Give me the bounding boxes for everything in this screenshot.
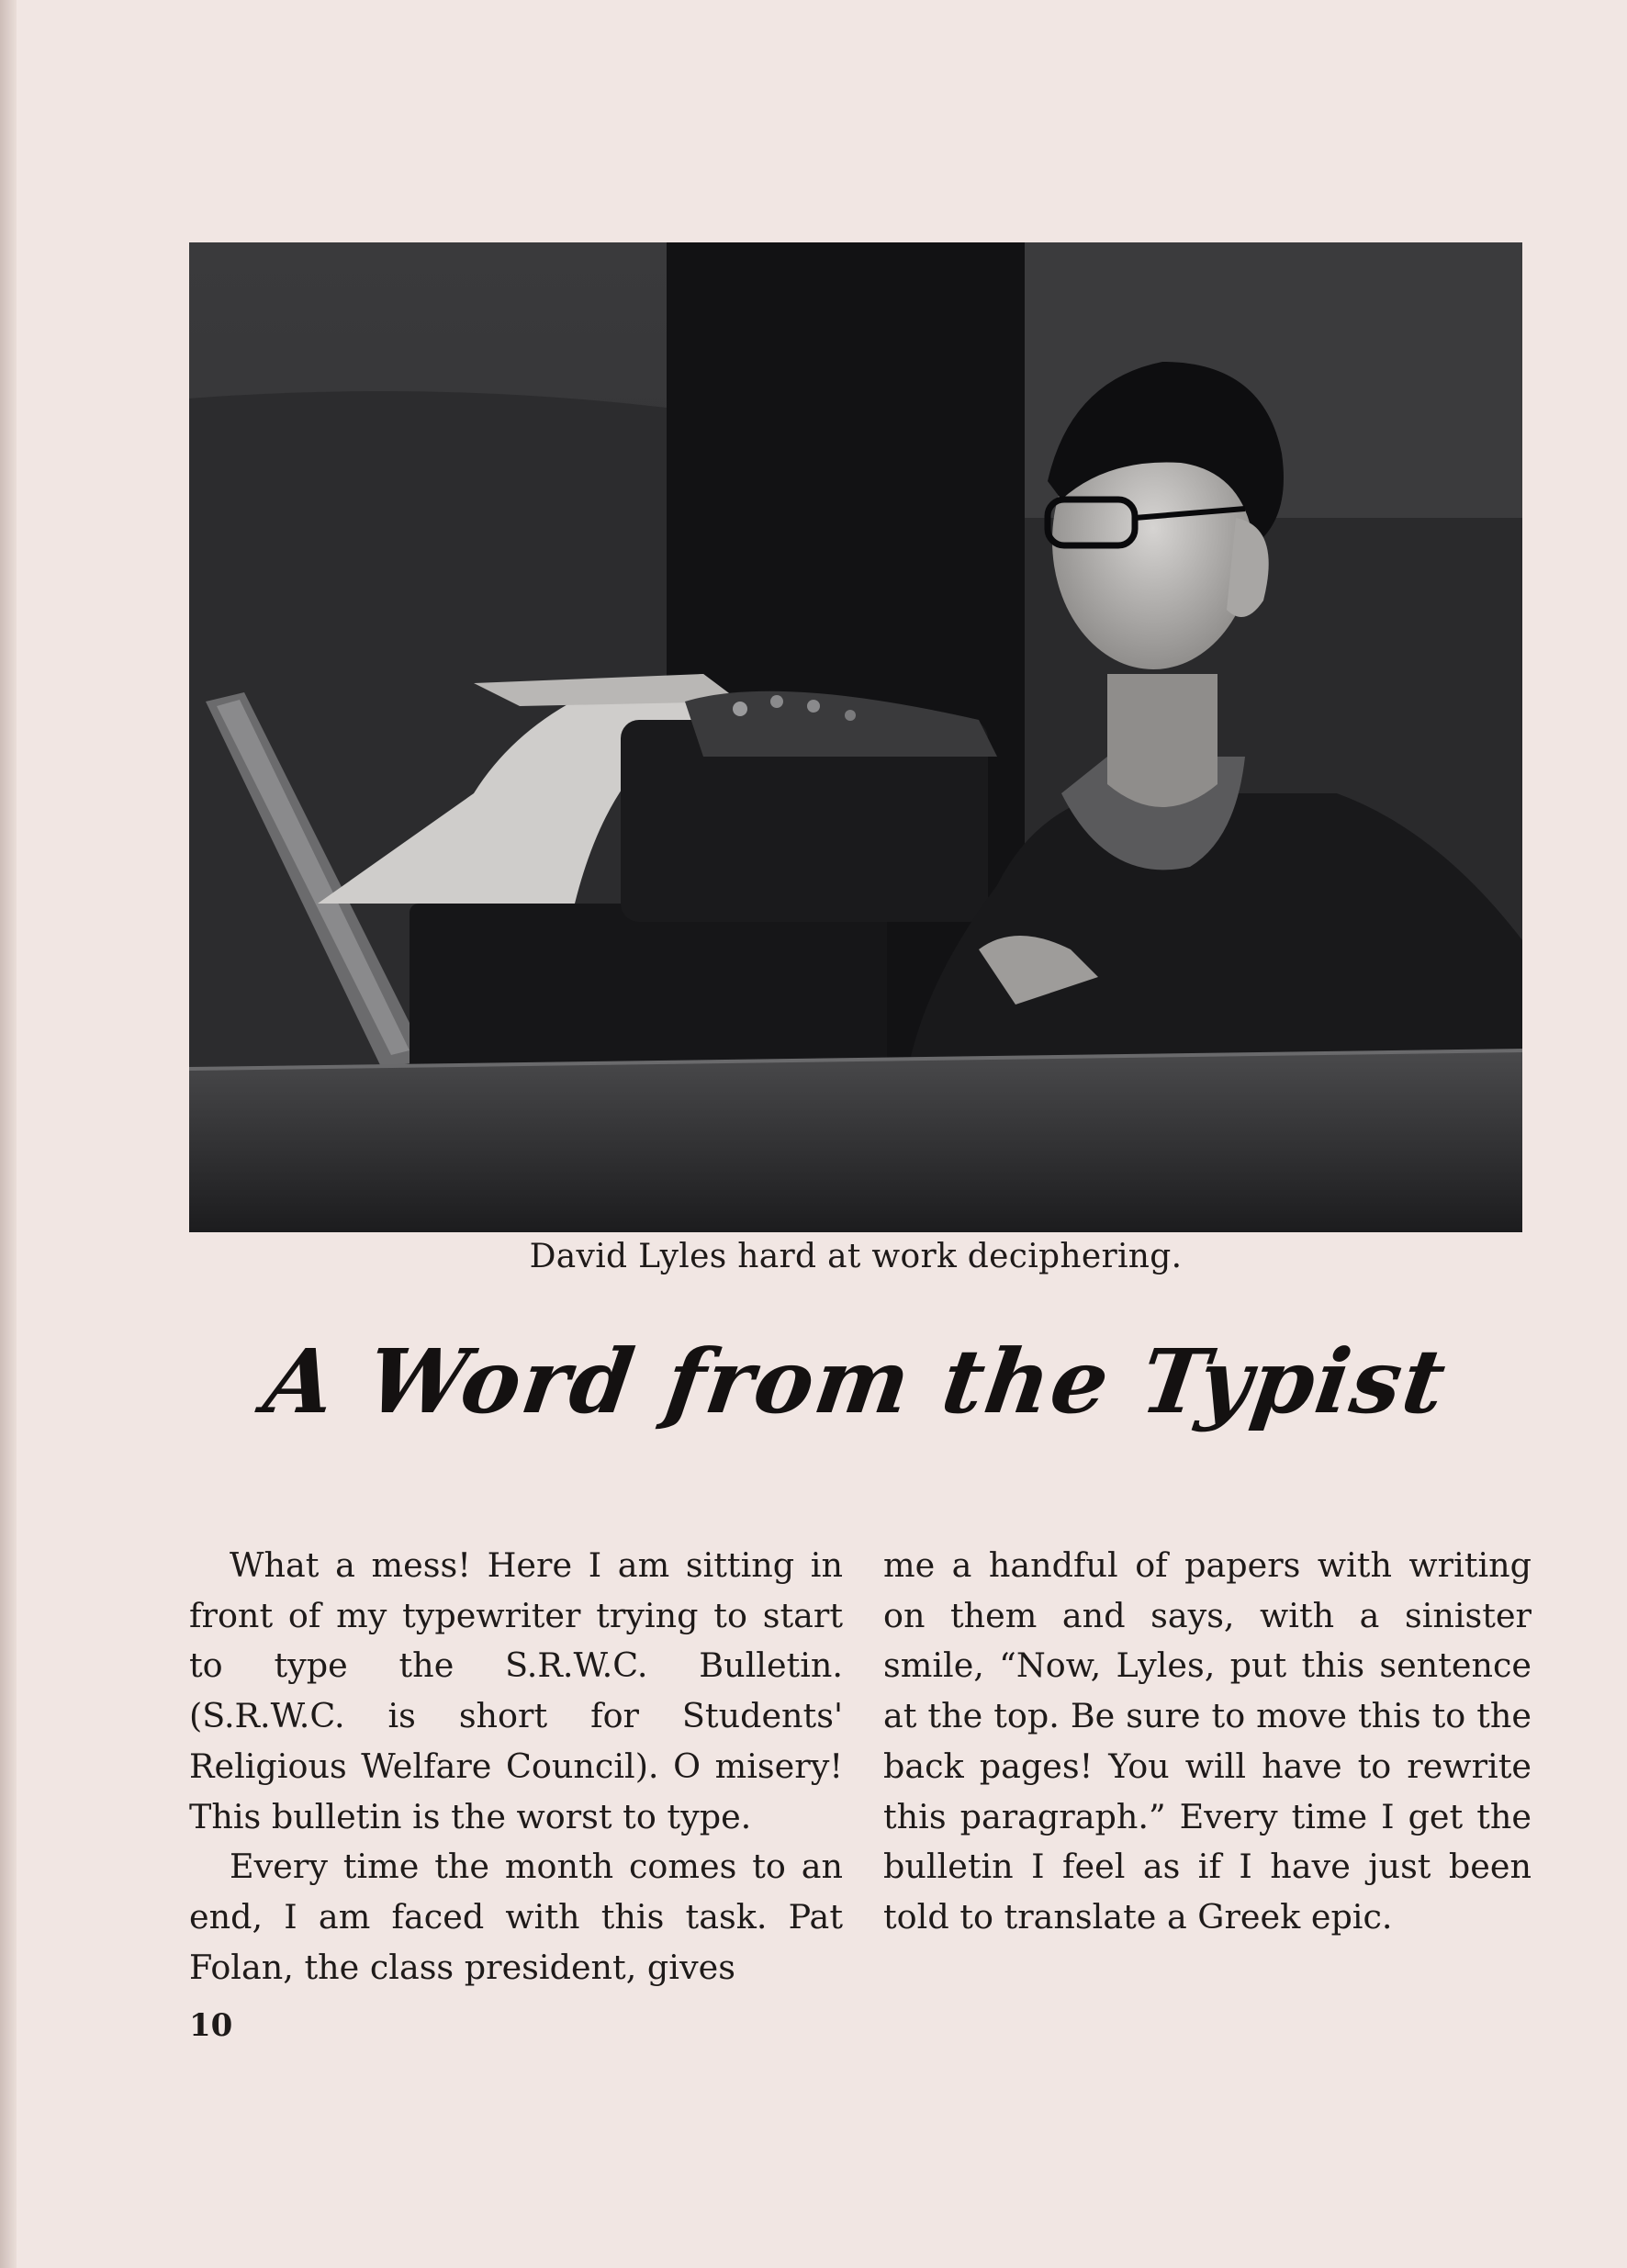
paragraph: me a handful of papers with writing on them and says, with a sinister smile, “Now, Lyles, put this sentence at the top. Be sure to move this to the back pages! You will have to rewrite this paragraph.” Every time I get the bulletin I feel as if I have just been told to translate a Greek epic. — [883, 1545, 1532, 1937]
article-title: A Word from the Typist — [258, 1330, 1453, 1433]
paragraph: Every time the month comes to an end, I am faced with this task. Pat Folan, the class president, gives — [189, 1847, 843, 1987]
photo-illustration — [189, 242, 1522, 1232]
article-column-right — [883, 1541, 1532, 1943]
photo-typist-at-typewriter — [189, 242, 1522, 1232]
page-edge — [0, 0, 17, 2268]
paragraph: What a mess! Here I am sitting in front of my typewriter trying to start to type the S.R.W.C. Bulletin. (S.R.W.C. is short for Students' Religious Welfare Council). O misery! This bulletin is the worst to type. — [189, 1545, 843, 1836]
photo-caption: David Lyles hard at work deciphering. — [529, 1238, 1183, 1275]
article-column-left — [189, 1541, 843, 1993]
page-number: 10 — [189, 2007, 233, 2044]
